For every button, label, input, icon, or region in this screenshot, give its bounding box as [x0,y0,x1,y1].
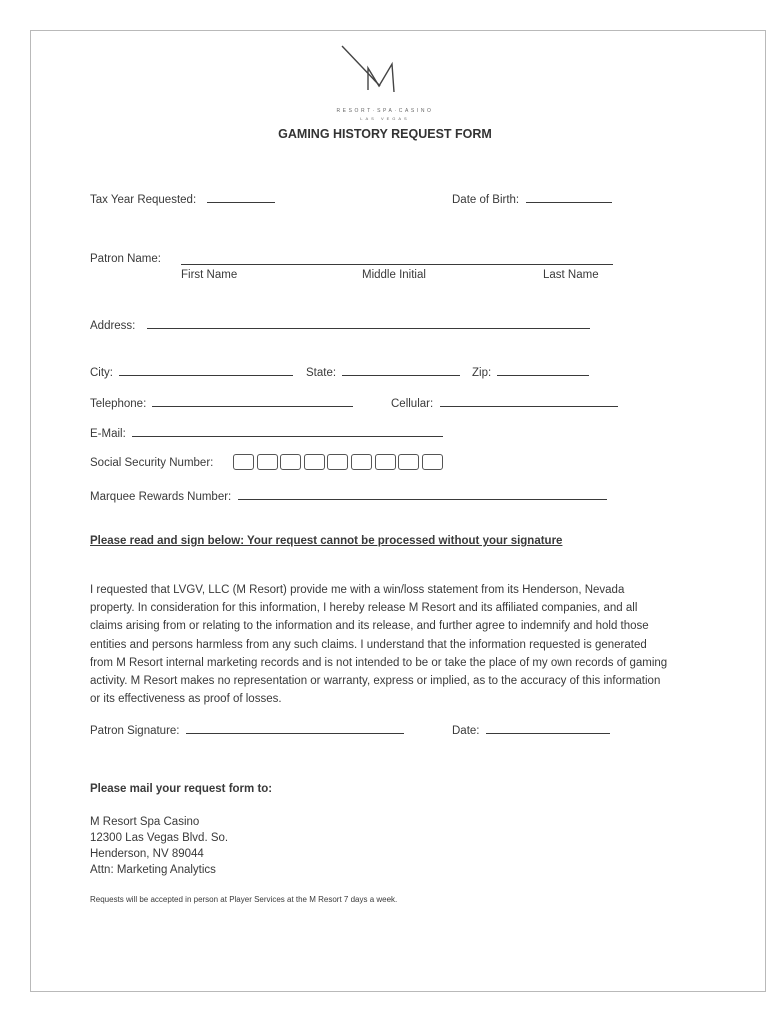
signature-field [90,722,404,737]
ssn-digit-box[interactable] [351,454,372,470]
patron-name-label: Patron Name: [90,253,161,265]
ssn-digit-box[interactable] [398,454,419,470]
email-field [90,425,443,440]
tax-year-field [90,191,275,206]
logo-tagline: RESORT·SPA·CASINO [336,108,434,114]
ssn-input[interactable] [233,454,445,470]
telephone-input[interactable] [152,395,353,407]
paragraph-line: activity. M Resort makes no representation or warranty, express or implied, as to the accuracy of this information [90,675,661,688]
rewards-label: Marquee Rewards Number: [90,491,232,503]
email-label: E-Mail: [90,428,126,440]
zip-label: Zip: [472,367,492,379]
cellular-label: Cellular: [391,398,434,410]
email-input[interactable] [132,425,443,437]
paragraph-line: I requested that LVGV, LLC (M Resort) provide me with a win/loss statement from its Henderson, Nevada [90,584,625,596]
ssn-digit-box[interactable] [257,454,278,470]
zip-field [472,364,589,379]
dob-field [452,191,612,206]
rewards-input[interactable] [238,488,607,500]
city-label: City: [90,367,113,379]
ssn-digit-box[interactable] [327,454,348,470]
middle-initial-label: Middle Initial [362,269,426,281]
zip-input[interactable] [497,364,589,376]
logo-subtag: LAS VEGAS [360,116,410,121]
m-logo-icon [330,42,440,112]
first-name-label: First Name [181,269,238,281]
ssn-digit-box[interactable] [304,454,325,470]
telephone-field [90,395,353,410]
m-resort-logo [330,42,440,126]
release-paragraph [90,581,690,708]
ssn-digit-box[interactable] [422,454,443,470]
paragraph-line: property. In consideration for this information, I hereby release M Resort and its affiliated companies, and all [90,602,638,615]
date-field [452,722,610,737]
signature-label: Patron Signature: [90,725,180,737]
address-line: M Resort Spa Casino [90,816,200,828]
page-title: GAMING HISTORY REQUEST FORM [278,127,492,141]
tax-year-label: Tax Year Requested: [90,194,197,206]
address-line: Attn: Marketing Analytics [90,864,216,876]
dob-input[interactable] [526,191,612,203]
signature-input[interactable] [186,722,404,734]
state-input[interactable] [342,364,460,376]
ssn-digit-box[interactable] [280,454,301,470]
paragraph-line: from M Resort internal marketing records and is not intended to be or take the place of my own records of gaming [90,656,668,669]
address-field [90,317,590,332]
city-input[interactable] [119,364,293,376]
footer-note: Requests will be accepted in person at Player Services at the M Resort 7 days a week. [90,895,398,904]
last-name-label: Last Name [543,269,599,281]
ssn-digit-box[interactable] [233,454,254,470]
date-input[interactable] [486,722,610,734]
patron-name-input[interactable] [181,253,613,268]
ssn-digit-box[interactable] [375,454,396,470]
address-line: Henderson, NV 89044 [90,848,204,860]
signature-notice: Please read and sign below: Your request cannot be processed without your signature [90,535,563,547]
address-label: Address: [90,320,136,332]
address-input[interactable] [147,317,590,329]
paragraph-line: claims arising from or relating to the information and its release, and further agree to indemnify and hold those [90,620,649,633]
paragraph-line: entities and persons harmless from any such claims. I understand that the information requested is generated [90,638,647,651]
ssn-label: Social Security Number: [90,457,214,469]
city-field [90,364,293,379]
telephone-label: Telephone: [90,398,147,410]
dob-label: Date of Birth: [452,194,520,206]
rewards-field [90,488,607,503]
date-label: Date: [452,725,480,737]
mailing-address [90,814,228,878]
mail-title: Please mail your request form to: [90,783,273,795]
state-label: State: [306,367,337,379]
cellular-input[interactable] [440,395,618,407]
address-line: 12300 Las Vegas Blvd. So. [90,832,229,844]
state-field [306,364,460,379]
paragraph-line: or its effectiveness as proof of losses. [90,693,282,706]
cellular-field [391,395,618,410]
tax-year-input[interactable] [207,191,275,203]
